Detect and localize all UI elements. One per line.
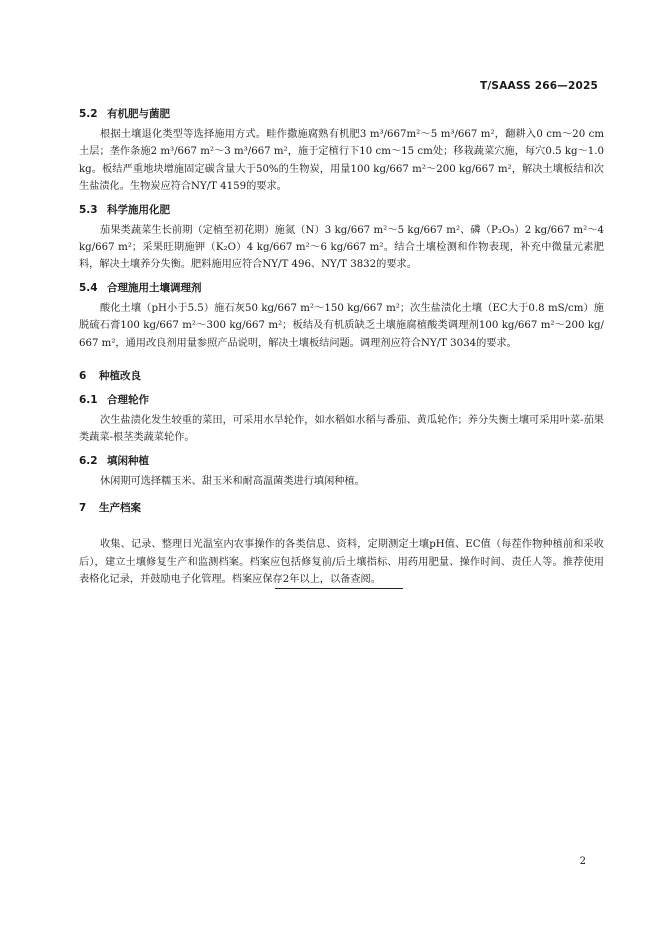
- section-title: 有机肥与菌肥: [107, 108, 170, 120]
- section-number: 6.1: [79, 394, 98, 407]
- section-number: 5.2: [79, 108, 98, 120]
- section-number: 7: [79, 502, 87, 515]
- section-title: 生产档案: [99, 502, 141, 515]
- document-body: [79, 104, 604, 593]
- section-heading-6: [79, 366, 604, 386]
- section-paragraph-5-3: 茄果类蔬菜生长前期（定植至初花期）施氮（N）3 kg/667 m²～5 kg/667 m²、磷（P₂O₅）2 kg/667 m²～4 kg/667 m²；采果旺期施钾（K₂O）4 kg/667 m²～6 kg/667 m²。结合土壤检测和作物表现，补充中微量元素肥料，解决土壤养分失衡。肥料施用应符合NY/T 496、NY/T 3832的要求。: [79, 224, 604, 271]
- section-paragraph-6-2: 休闲期可选择糯玉米、甜玉米和耐高温菌类进行填闲种植。: [100, 475, 365, 487]
- section-title: 合理轮作: [107, 394, 149, 407]
- section-heading-7: [79, 498, 604, 518]
- section-title: 种植改良: [99, 370, 141, 383]
- section-heading-5-4: [79, 278, 604, 298]
- section-title: 合理施用土壤调理剂: [107, 281, 202, 294]
- document-code: T/SAASS 266—2025: [480, 80, 598, 92]
- section-heading-6-2: [79, 451, 604, 471]
- section-number: 5.4: [79, 281, 98, 294]
- section-heading-5-3: [79, 200, 604, 220]
- section-heading-5-2: [79, 104, 604, 124]
- end-of-document-rule: [275, 588, 403, 589]
- section-number: 6: [79, 370, 87, 383]
- section-title: 填闲种植: [107, 454, 149, 467]
- section-number: 5.3: [79, 203, 98, 216]
- section-paragraph-5-2: 根据土壤退化类型等选择施用方式。畦作撒施腐熟有机肥3 m³/667m²～5 m³/667 m²，翻耕入0 cm～20 cm土层；垄作条施2 m³/667 m²～3 m³/667 m²，施于定植行下10 cm～15 cm处；移栽蔬菜穴施，每穴0.5 kg～1.0 kg。板结严重地块增施固定碳含量大于50%的生物炭，用量100 kg/667 m²～200 kg/667 m²，解决土壤板结和次生盐渍化。生物炭应符合NY/T 4159的要求。: [79, 129, 604, 193]
- section-paragraph-6-1: 次生盐渍化发生较重的菜田，可采用水旱轮作，如水稻如水稻与番茄、黄瓜轮作；养分失衡土壤可采用叶菜-茄果类蔬菜-根茎类蔬菜轮作。: [79, 415, 604, 444]
- section-paragraph-7: 收集、记录、整理日光温室内农事操作的各类信息、资料，定期测定土壤pH值、EC值（每茬作物种植前和采收后），建立土壤修复生产和监测档案。档案应包括修复前/后土壤指标、用药用肥量、操作时间、责任人等。推荐使用表格化记录，并鼓励电子化管理。档案应保存2年以上，以备查阅。: [79, 539, 604, 586]
- section-number: 6.2: [79, 454, 98, 467]
- section-paragraph-5-4: 酸化土壤（pH小于5.5）施石灰50 kg/667 m²～150 kg/667 m²；次生盐渍化土壤（EC大于0.8 mS/cm）施脱硫石膏100 kg/667 m²～300 kg/667 m²；板结及有机质缺乏土壤施腐植酸类调理剂100 kg/667 m²～200 kg/667 m²，通用改良剂用量参照产品说明，解决土壤板结问题。调理剂应符合NY/T 3034的要求。: [79, 302, 604, 349]
- page-number: 2: [579, 856, 586, 867]
- section-heading-6-1: [79, 390, 604, 410]
- section-title: 科学施用化肥: [107, 203, 170, 216]
